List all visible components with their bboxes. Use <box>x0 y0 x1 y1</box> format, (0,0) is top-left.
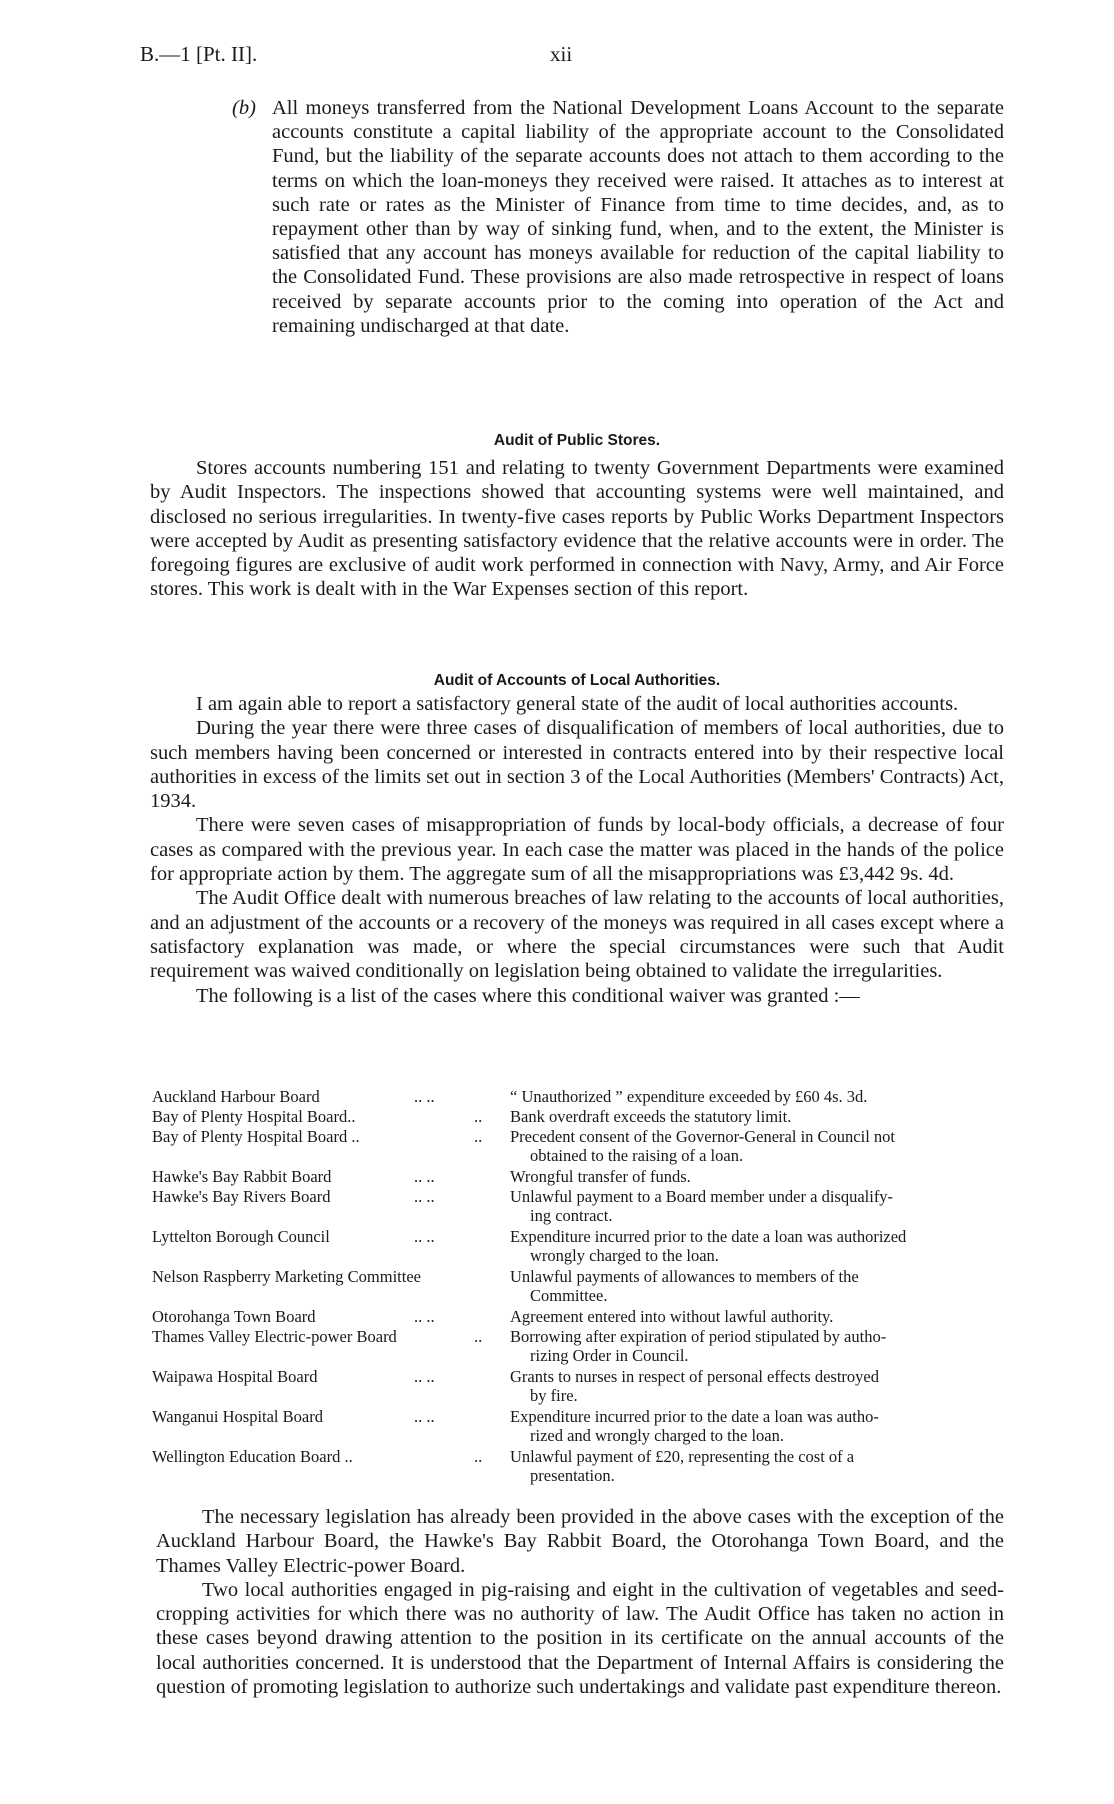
list-item <box>152 1108 1004 1128</box>
case-detail: Bank overdraft exceeds the statutory limit. <box>510 1107 792 1126</box>
authority-name: Wanganui Hospital Board <box>152 1407 323 1426</box>
authority-name: Hawke's Bay Rabbit Board <box>152 1167 332 1186</box>
document-reference: B.—1 [Pt. II]. <box>140 42 258 66</box>
closing-paragraph: The necessary legislation has already been provided in the above cases with the exception of the Auckland Harbour Board, the Hawke's Bay Rabbit Board, the Otorohanga Town Board, and the Thames Valley Electric-power Board. <box>156 1506 1004 1577</box>
authority-name: Otorohanga Town Board <box>152 1307 316 1326</box>
local-paragraph: There were seven cases of misappropriation of funds by local-body officials, a decrease of four cases as compared with the previous year. In each case the matter was placed in the hands of the police for appropriate action by them. The aggregate sum of all the misappropriations was £3,442 9s. 4d. <box>150 814 1004 886</box>
local-paragraph: The following is a list of the cases where this conditional waiver was granted :— <box>196 984 860 1007</box>
leader-dots: .. <box>474 1447 483 1466</box>
list-item <box>152 1408 1004 1448</box>
authority-name: Lyttelton Borough Council <box>152 1227 330 1246</box>
leader-dots: .. <box>474 1107 483 1126</box>
list-item <box>152 1088 1004 1108</box>
list-item <box>152 1228 1004 1268</box>
authority-name: Bay of Plenty Hospital Board.. <box>152 1107 356 1126</box>
list-item <box>152 1308 1004 1328</box>
list-item <box>152 1268 1004 1308</box>
list-item <box>152 1168 1004 1188</box>
waiver-cases-list <box>152 1088 1004 1488</box>
case-detail-continued: presentation. <box>530 1465 615 1485</box>
case-detail: Unlawful payment of £20, representing the cost of a <box>510 1447 855 1466</box>
case-detail: Expenditure incurred prior to the date a loan was authorized <box>510 1227 907 1246</box>
case-detail: Precedent consent of the Governor-General in Council not <box>510 1127 896 1146</box>
authority-name: Wellington Education Board .. <box>152 1447 353 1466</box>
leader-dots: .. .. <box>414 1187 435 1206</box>
leader-dots: .. .. <box>414 1367 435 1386</box>
local-paragraph: During the year there were three cases of disqualification of members of local authorities, due to such members having been concerned or interested in contracts entered into by their respective local authorities in excess of the limits set out in section 3 of the Local Authorities (Members' Contracts) Act, 1934. <box>150 717 1004 813</box>
stores-paragraph-block <box>150 456 1004 602</box>
closing-text <box>156 1505 1004 1699</box>
list-item <box>152 1448 1004 1488</box>
leader-dots: .. .. <box>414 1307 435 1326</box>
closing-paragraph: Two local authorities engaged in pig-raising and eight in the cultivation of vegetables and seed-cropping activities for which there was no authority of law. The Audit Office has taken no action in these cases beyond drawing attention to the position in its certificate on the annual accounts of the local authorities concerned. It is understood that the Department of Internal Affairs is considering the question of promoting legislation to authorize such undertakings and validate past expenditure thereon. <box>156 1578 1004 1699</box>
page-header <box>140 42 1000 72</box>
authority-name: Thames Valley Electric-power Board <box>152 1327 397 1346</box>
local-paragraph: I am again able to report a satisfactory general state of the audit of local authorities accounts. <box>196 693 959 715</box>
stores-paragraph: Stores accounts numbering 151 and relating to twenty Government Departments were examined by Audit Inspectors. The inspections showed that accounting systems were well maintained, and disclosed no serious irregularities. In twenty-five cases reports by Public Works Department Inspectors were accepted by Audit as presenting satisfactory evidence that the relative accounts were in order. The foregoing figures are exclusive of audit work performed in connection with Navy, Army, and Air Force stores. This work is dealt with in the War Expenses section of this report. <box>150 457 1004 601</box>
authority-name: Hawke's Bay Rivers Board <box>152 1187 331 1206</box>
paragraph-b <box>232 96 1004 338</box>
case-detail-continued: rizing Order in Council. <box>530 1345 689 1365</box>
case-detail-continued: rized and wrongly charged to the loan. <box>530 1425 784 1445</box>
paragraph-label: (b) <box>232 97 256 119</box>
leader-dots: .. .. <box>414 1407 435 1426</box>
leader-dots: .. <box>474 1127 483 1146</box>
case-detail: Agreement entered into without lawful authority. <box>510 1307 834 1326</box>
case-detail: Unlawful payments of allowances to members of the <box>510 1267 859 1286</box>
case-detail-continued: wrongly charged to the loan. <box>530 1245 719 1265</box>
authority-name: Nelson Raspberry Marketing Committee <box>152 1267 421 1286</box>
section-heading-local-authorities: Audit of Accounts of Local Authorities. <box>433 672 721 689</box>
case-detail-continued: Committee. <box>530 1285 608 1305</box>
page-number: xii <box>550 42 573 66</box>
case-detail: “ Unauthorized ” expenditure exceeded by £60 4s. 3d. <box>510 1087 868 1106</box>
case-detail: Wrongful transfer of funds. <box>510 1167 691 1186</box>
authority-name: Bay of Plenty Hospital Board .. <box>152 1127 360 1146</box>
leader-dots: .. .. <box>414 1087 435 1106</box>
case-detail: Expenditure incurred prior to the date a loan was autho- <box>510 1407 879 1426</box>
paragraph-b-text: All moneys transferred from the National Development Loans Account to the separate accounts constitute a capital liability of the appropriate account to the Consolidated Fund, but the liability of the separate accounts does not attach to them according to the terms on which the loan-moneys they received were raised. It attaches as to interest at such rate or rates as the Minister of Finance from time to time decides, and, as to repayment other than by way of sinking fund, when, and to the extent, the Minister is satisfied that any account has moneys available for reduction of the capital liability to the Consolidated Fund. These provisions are also made retrospective in respect of loans received by separate accounts prior to the coming into operation of the Act and remaining undischarged at that date. <box>272 97 1004 337</box>
case-detail-continued: obtained to the raising of a loan. <box>530 1145 744 1165</box>
local-paragraph: The Audit Office dealt with numerous breaches of law relating to the accounts of local authorities, and an adjustment of the accounts or a recovery of the moneys was required in all cases except where a satisfactory explanation was made, or where the special circumstances were such that Audit requirement was waived conditionally on legislation being obtained to validate the irregularities. <box>150 887 1004 983</box>
case-detail: Grants to nurses in respect of personal effects destroyed <box>510 1367 879 1386</box>
authority-name: Auckland Harbour Board <box>152 1087 320 1106</box>
section-heading-public-stores: Audit of Public Stores. <box>493 432 661 449</box>
case-detail: Unlawful payment to a Board member under a disqualify- <box>510 1187 894 1206</box>
case-detail-continued: ing contract. <box>530 1205 613 1225</box>
authority-name: Waipawa Hospital Board <box>152 1367 318 1386</box>
list-item <box>152 1328 1004 1368</box>
list-item <box>152 1368 1004 1408</box>
list-item <box>152 1128 1004 1168</box>
leader-dots: .. .. <box>414 1167 435 1186</box>
list-item <box>152 1188 1004 1228</box>
case-detail: Borrowing after expiration of period stipulated by autho- <box>510 1327 887 1346</box>
leader-dots: .. .. <box>414 1227 435 1246</box>
local-authorities-text <box>150 692 1004 1008</box>
leader-dots: .. <box>474 1327 483 1346</box>
case-detail-continued: by fire. <box>530 1385 578 1405</box>
